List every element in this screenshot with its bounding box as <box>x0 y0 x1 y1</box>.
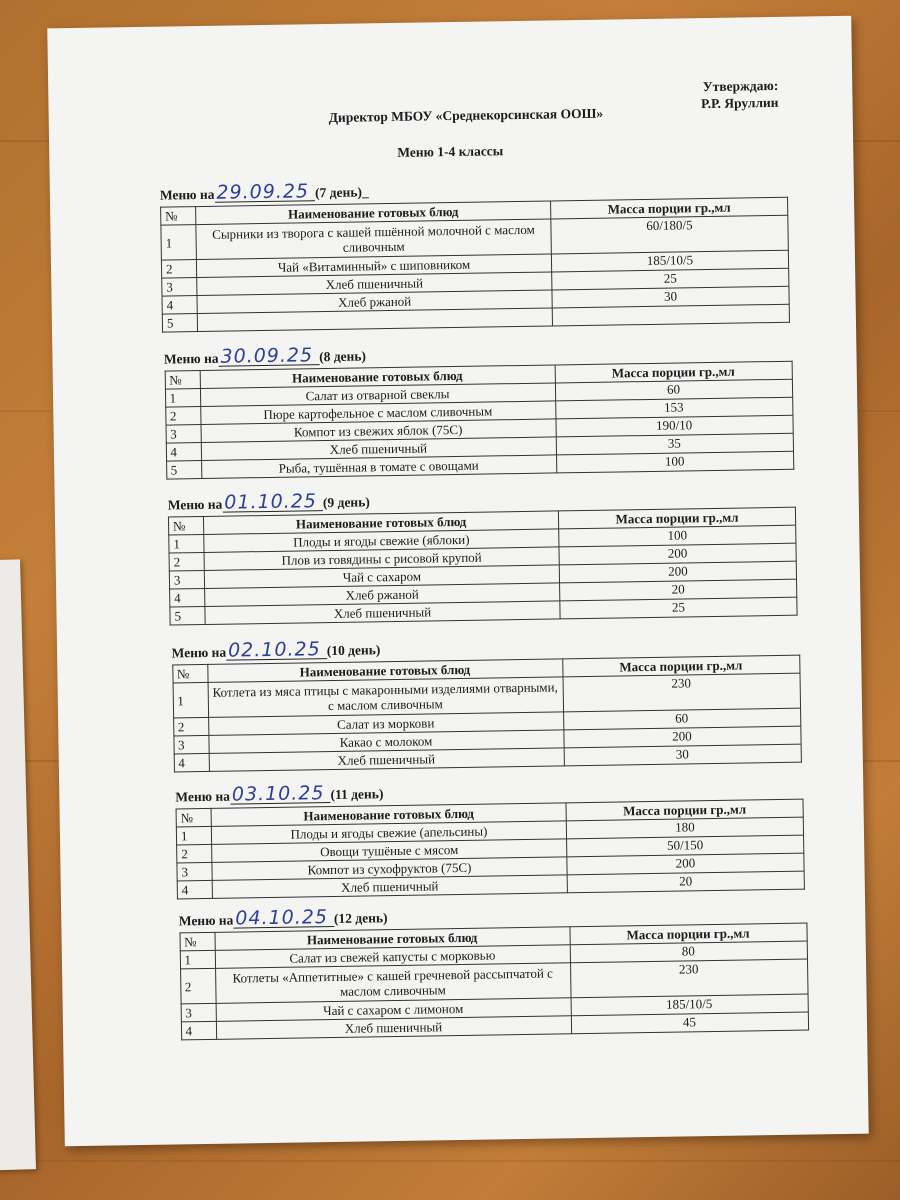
row-mass: 200 <box>563 726 800 748</box>
row-num: 1 <box>180 950 215 969</box>
menu-day-number: (7 день)_ <box>314 184 369 201</box>
row-dish: Хлеб пшеничный <box>197 272 552 296</box>
row-num: 1 <box>176 826 211 845</box>
row-dish: Салат из моркови <box>208 712 563 736</box>
row-dish: Хлеб ржаной <box>197 290 552 314</box>
menu-table <box>168 507 798 626</box>
row-dish: Хлеб ржаной <box>205 583 560 607</box>
menu-day-block <box>179 901 809 1041</box>
row-num: 3 <box>166 425 201 444</box>
row-num: 2 <box>173 717 208 736</box>
header-mass: Масса порции гр.,мл <box>555 361 792 383</box>
row-num: 2 <box>169 552 204 571</box>
menu-day-block <box>175 777 805 900</box>
header-num: № <box>161 207 196 226</box>
row-num: 1 <box>173 682 209 718</box>
row-dish: Рыба, тушённая в томате с овощами <box>201 455 556 479</box>
header-dish: Наименование готовых блюд <box>211 803 566 827</box>
row-mass: 185/10/5 <box>551 250 788 272</box>
menu-day-block <box>164 339 794 480</box>
row-num: 5 <box>170 606 205 625</box>
handwritten-date: 30.09.25 <box>218 346 319 367</box>
row-num: 3 <box>162 278 197 297</box>
row-dish: Чай с сахаром <box>204 565 559 589</box>
row-num: 3 <box>173 735 208 754</box>
row-dish: Какао с молоком <box>208 730 563 754</box>
row-mass: 190/10 <box>555 415 792 437</box>
director-line: Директор МБОУ «Среднекорсинская ООШ» <box>328 105 604 125</box>
header-num: № <box>172 664 207 683</box>
row-mass: 30 <box>552 286 789 308</box>
row-dish: Хлеб пшеничный <box>201 437 556 461</box>
handwritten-date: 02.10.25 <box>226 640 327 661</box>
row-num: 1 <box>165 389 200 408</box>
row-mass: 100 <box>556 451 793 473</box>
menu-day-number: (12 день) <box>333 910 388 926</box>
row-num: 3 <box>181 1003 216 1022</box>
row-dish: Пюре картофельное с маслом сливочным <box>200 401 555 425</box>
row-mass <box>552 304 789 326</box>
menu-prefix: Меню на <box>159 186 215 203</box>
header-mass: Масса порции гр.,мл <box>569 923 806 945</box>
handwritten-date: 29.09.25 <box>214 182 315 203</box>
row-mass: 153 <box>555 397 792 419</box>
menu-day-number: (11 день) <box>330 786 384 803</box>
menu-table <box>172 655 802 773</box>
header-mass: Масса порции гр.,мл <box>558 507 795 529</box>
row-dish: Хлеб пшеничный <box>212 875 567 899</box>
row-mass: 60 <box>555 379 792 401</box>
row-num: 2 <box>161 260 196 279</box>
approver-name: Р.Р. Яруллин <box>700 94 779 112</box>
header-dish: Наименование готовых блюд <box>196 201 551 225</box>
row-mass: 180 <box>566 817 803 839</box>
row-mass: 80 <box>570 941 807 963</box>
menu-day-block <box>171 633 801 773</box>
row-mass: 30 <box>564 744 801 766</box>
menu-document <box>47 16 868 1146</box>
menu-prefix: Меню на <box>175 788 231 805</box>
row-num: 2 <box>177 844 212 863</box>
approval-stamp <box>701 77 779 112</box>
row-mass: 100 <box>559 525 796 547</box>
approve-label: Утверждаю: <box>702 77 779 95</box>
menu-prefix: Меню на <box>167 496 223 513</box>
row-num: 1 <box>169 534 204 553</box>
adjacent-paper-sheet <box>0 559 36 1170</box>
menu-table <box>176 799 805 900</box>
handwritten-date: 01.10.25 <box>222 492 323 513</box>
header-num: № <box>165 371 200 390</box>
row-num: 4 <box>181 1021 216 1040</box>
row-dish: Овощи тушёные с мясом <box>212 839 567 863</box>
row-mass: 25 <box>560 597 797 619</box>
menu-table <box>179 923 809 1041</box>
row-dish: Салат из свежей капусты с морковью <box>215 945 570 969</box>
row-mass: 200 <box>559 543 796 565</box>
row-num: 4 <box>174 753 209 772</box>
row-mass: 20 <box>560 579 797 601</box>
menu-table <box>160 197 790 333</box>
row-dish: Хлеб пшеничный <box>216 1016 571 1040</box>
header-num: № <box>179 932 214 951</box>
row-num: 4 <box>170 588 205 607</box>
row-dish: Плоды и ягоды свежие (апельсины) <box>211 821 566 845</box>
row-mass: 230 <box>570 959 808 998</box>
document-title: Меню 1-4 классы <box>397 143 504 160</box>
row-dish: Котлеты «Аппетитные» с кашей гречневой рассыпчатой с маслом сливочным <box>215 963 571 1004</box>
menu-table <box>164 361 794 480</box>
row-num: 1 <box>161 225 197 261</box>
menu-prefix: Меню на <box>171 644 227 661</box>
row-dish: Хлеб пшеничный <box>209 748 564 772</box>
row-num: 2 <box>165 407 200 426</box>
row-mass: 185/10/5 <box>571 994 808 1016</box>
row-mass: 60 <box>563 708 800 730</box>
header-num: № <box>168 516 203 535</box>
row-num: 3 <box>177 862 212 881</box>
row-dish: Плоды и ягоды свежие (яблоки) <box>204 529 559 553</box>
menu-day-block <box>168 485 798 626</box>
row-mass: 25 <box>552 268 789 290</box>
row-num: 3 <box>169 570 204 589</box>
header-dish: Наименование готовых блюд <box>200 365 555 389</box>
header-mass: Масса порции гр.,мл <box>566 799 803 821</box>
row-num: 4 <box>162 296 197 315</box>
header-dish: Наименование готовых блюд <box>203 511 558 535</box>
row-dish: Салат из отварной свеклы <box>200 383 555 407</box>
handwritten-date: 04.10.25 <box>233 908 334 929</box>
menu-day-number: (8 день) <box>319 348 367 365</box>
row-dish: Плов из говядины с рисовой крупой <box>204 547 559 571</box>
row-mass: 50/150 <box>567 835 804 857</box>
menu-day-number: (9 день) <box>322 494 370 511</box>
row-dish: Котлета из мяса птицы с макаронными изделиями отварными, с маслом сливочным <box>208 677 564 718</box>
row-dish: Компот из свежих яблок (75С) <box>201 419 556 443</box>
menu-day-number: (10 день) <box>326 642 381 659</box>
row-mass: 200 <box>567 853 804 875</box>
handwritten-date: 03.10.25 <box>230 784 331 805</box>
row-num: 5 <box>166 461 201 480</box>
row-num: 2 <box>180 968 216 1004</box>
row-mass: 35 <box>556 433 793 455</box>
menu-prefix: Меню на <box>163 350 219 367</box>
row-dish: Сырники из творога с кашей пшённой молочной с маслом сливочным <box>196 219 552 260</box>
row-mass: 60/180/5 <box>551 215 789 254</box>
row-mass: 45 <box>571 1012 808 1034</box>
header-mass: Масса порции гр.,мл <box>551 197 788 219</box>
row-dish: Хлеб пшеничный <box>205 601 560 625</box>
menu-day-block <box>160 175 790 333</box>
row-mass: 200 <box>559 561 796 583</box>
row-dish: Чай с сахаром с лимоном <box>216 998 571 1022</box>
header-mass: Масса порции гр.,мл <box>562 655 799 677</box>
menu-prefix: Меню на <box>178 912 234 929</box>
header-num: № <box>176 808 211 827</box>
row-num: 4 <box>177 880 212 899</box>
row-num: 4 <box>166 443 201 462</box>
row-dish: Чай «Витаминный» с шиповником <box>196 254 551 278</box>
row-mass: 230 <box>563 673 801 712</box>
row-dish: Компот из сухофруктов (75С) <box>212 857 567 881</box>
header-dish: Наименование готовых блюд <box>214 927 569 951</box>
row-mass: 20 <box>567 871 804 893</box>
row-num: 5 <box>162 314 197 333</box>
header-dish: Наименование готовых блюд <box>207 659 562 683</box>
